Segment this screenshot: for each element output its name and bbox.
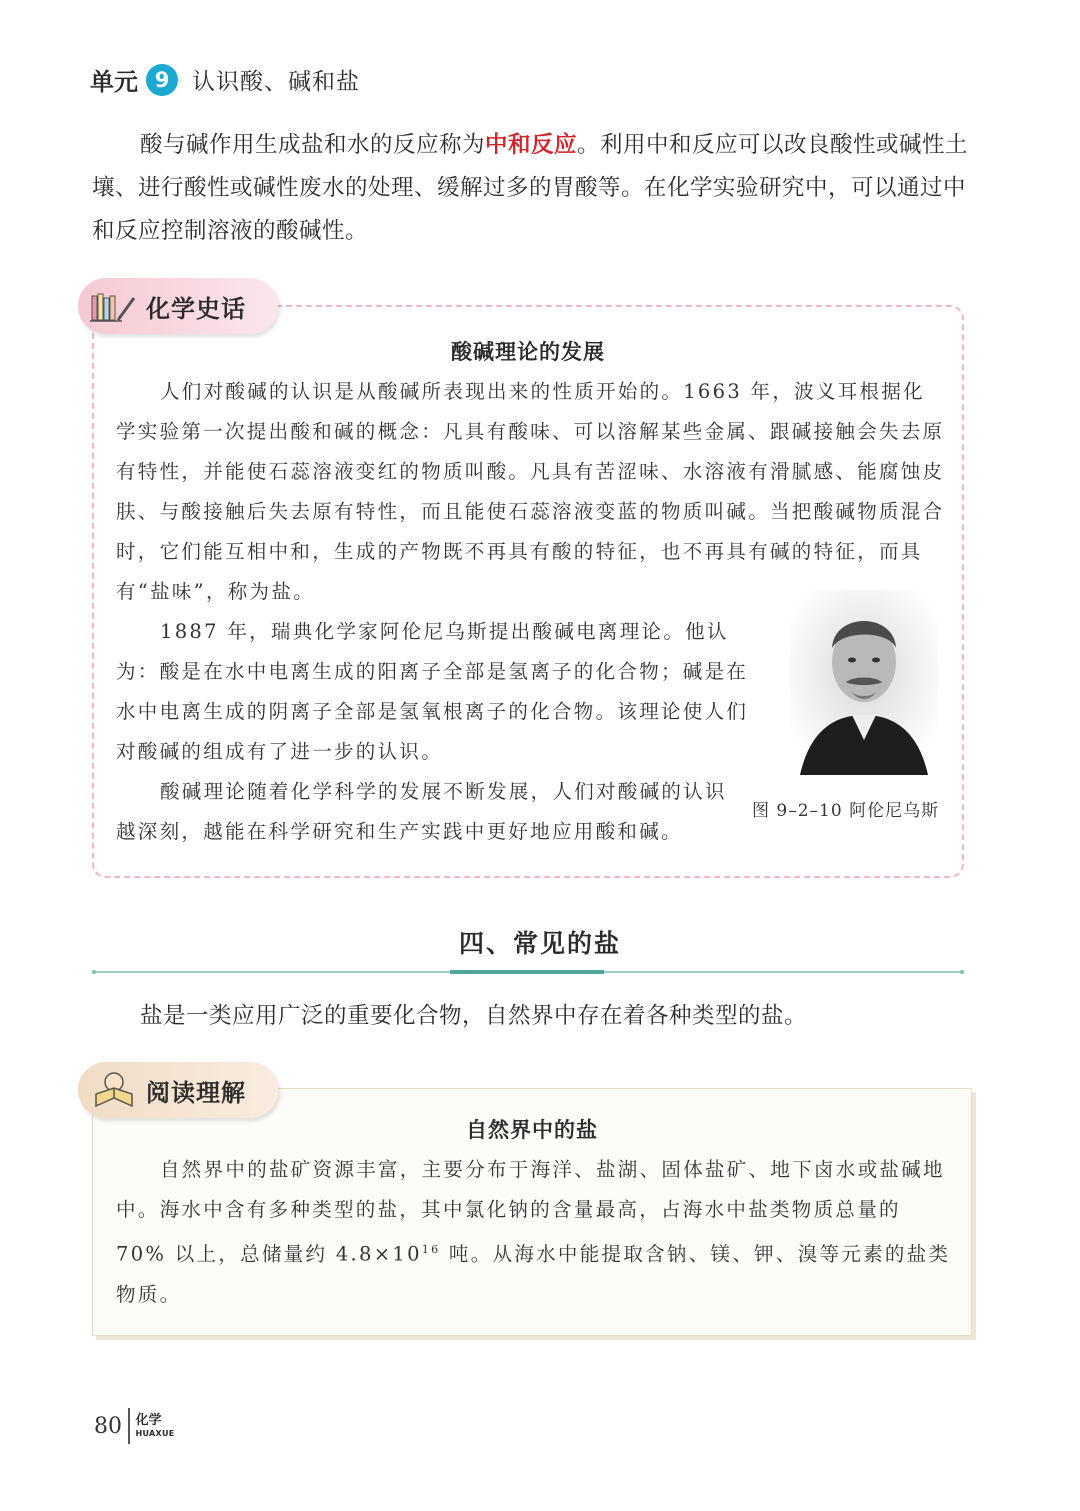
unit-label: 单元 xyxy=(90,68,138,96)
intro-text-before: 酸与碱作用生成盐和水的反应称为 xyxy=(140,132,486,158)
reading-person-icon xyxy=(88,1070,140,1110)
reading-tab xyxy=(78,1062,278,1118)
history-tab-label: 化学史话 xyxy=(146,294,246,323)
intro-highlight: 中和反应 xyxy=(485,132,578,158)
footer-divider xyxy=(128,1408,130,1444)
page-number: 80 xyxy=(94,1413,122,1439)
footer-subject-cn: 化学 xyxy=(135,1413,162,1428)
history-para-3-block xyxy=(116,772,728,852)
salt-intro: 盐是一类应用广泛的重要化合物，自然界中存在着各种类型的盐。 xyxy=(140,1003,808,1029)
reading-text-before: 自然界中的盐矿资源丰富，主要分布于海洋、盐湖、固体盐矿、地下卤水或盐碱地中。海水中含有多种类型的盐，其中氯化钠的含量最高，占海水中盐类物质总量的 70% 以上，总储量约 4.8×10 xyxy=(116,1158,945,1266)
intro-paragraph xyxy=(92,124,972,253)
reading-tab-label: 阅读理解 xyxy=(146,1078,246,1107)
footer-subject xyxy=(136,1413,175,1439)
history-para-3: 酸碱理论随着化学科学的发展不断发展，人们对酸碱的认识越深刻，越能在科学研究和生产实践中更好地应用酸和碱。 xyxy=(116,780,727,843)
reading-title: 自然界中的盐 xyxy=(466,1117,598,1142)
unit-number-badge: 9 xyxy=(146,64,178,96)
unit-header xyxy=(90,62,360,97)
reading-text-after: 吨。从海水中能提取含钠、镁、钾、溴等元素的盐类物质。 xyxy=(116,1242,951,1306)
arrhenius-portrait xyxy=(790,590,938,775)
history-tab xyxy=(78,278,278,334)
history-para-1: 人们对酸碱的认识是从酸碱所表现出来的性质开始的。1663 年，波义耳根据化学实验第一次提出酸和碱的概念：凡具有酸味、可以溶解某些金属、跟碱接触会失去原有特性，并能使石蕊溶液变红的物质叫酸。凡具有苦涩味、水溶液有滑腻感、能腐蚀皮肤、与酸接触后失去原有特性，而且能使石蕊溶液变蓝的物质叫碱。当把酸碱物质混合时，它们能互相中和，生成的产物既不再具有酸的特征，也不再具有碱的特征，而具有“盐味”，称为盐。 xyxy=(116,380,945,603)
history-para-1-block xyxy=(116,372,946,612)
history-para-2: 1887 年，瑞典化学家阿伦尼乌斯提出酸碱电离理论。他认为：酸是在水中电离生成的阳离子全部是氢离子的化合物；碱是在水中电离生成的阴离子全部是氢氧根离子的化合物。该理论使人们对酸碱的组成有了进一步的认识。 xyxy=(116,620,749,763)
books-icon xyxy=(88,286,140,326)
unit-title: 认识酸、碱和盐 xyxy=(192,69,360,95)
page-footer xyxy=(94,1408,175,1444)
portrait-caption: 图 9–2–10 阿伦尼乌斯 xyxy=(752,801,940,821)
history-title: 酸碱理论的发展 xyxy=(451,339,605,364)
section-title: 四、常见的盐 xyxy=(458,929,621,958)
intro-text-after: 。利用中和反应可以改良酸性或碱性土壤、进行酸性或碱性废水的处理、缓解过多的胃酸等。在化学实验研究中，可以通过中和反应控制溶液的酸碱性。 xyxy=(92,132,969,244)
reading-text-block xyxy=(116,1150,952,1315)
section-divider xyxy=(92,970,964,974)
footer-subject-en: HUAXUE xyxy=(135,1429,175,1438)
history-para-2-block xyxy=(116,612,762,772)
reading-exponent: 16 xyxy=(421,1243,441,1256)
